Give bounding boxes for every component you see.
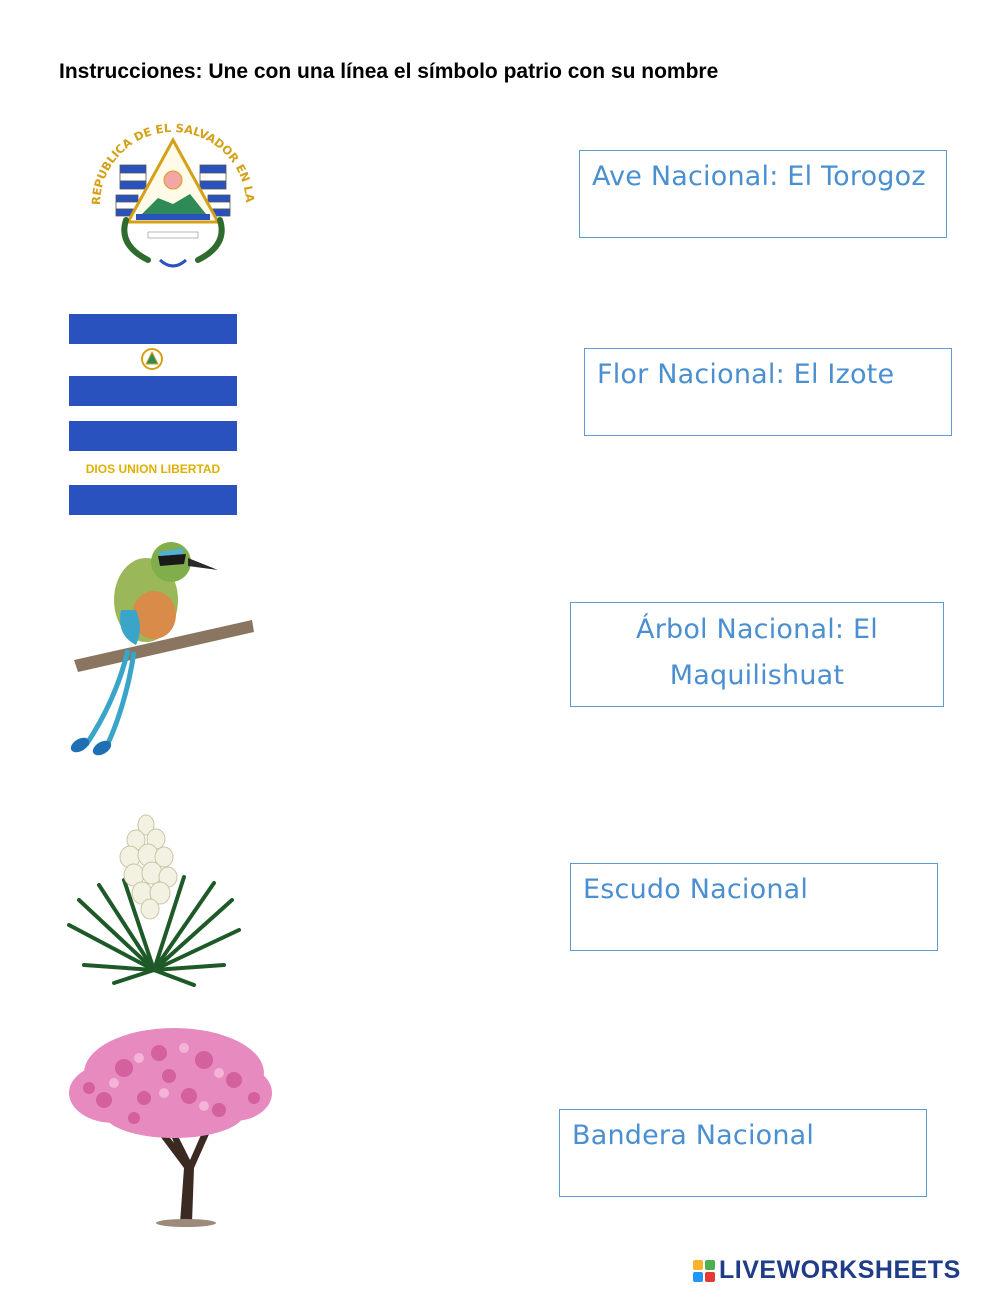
- label-ave-nacional[interactable]: [579, 150, 947, 238]
- maquilishuat-tree-image[interactable]: [64, 1018, 274, 1228]
- label-text-line-1: Árbol Nacional: El: [636, 614, 878, 645]
- label-flor-nacional[interactable]: [584, 348, 952, 436]
- logo-grid-icon: [693, 1260, 715, 1282]
- label-text-line-2: Maquilishuat: [669, 659, 845, 691]
- liveworksheets-logo[interactable]: [693, 1256, 961, 1285]
- instructions-text: Instrucciones: Une con una línea el símbolo patrio con su nombre: [59, 60, 719, 83]
- flag-image[interactable]: [69, 310, 237, 518]
- label-text: Ave Nacional: El Torogoz: [592, 161, 926, 192]
- label-text: Flor Nacional: El Izote: [597, 359, 895, 390]
- label-text: Escudo Nacional: [583, 874, 809, 905]
- label-text: Bandera Nacional: [572, 1120, 815, 1151]
- label-arbol-nacional[interactable]: [570, 602, 944, 707]
- coat-of-arms-image[interactable]: [78, 110, 268, 285]
- izote-flower-image[interactable]: [64, 805, 254, 990]
- flag-motto: DIOS UNION LIBERTAD: [85, 462, 221, 476]
- coat-of-arms-text: REPUBLICA DE EL SALVADOR EN LA: [88, 120, 258, 206]
- label-bandera-nacional[interactable]: [559, 1109, 927, 1197]
- label-escudo-nacional[interactable]: [570, 863, 938, 951]
- torogoz-bird-image[interactable]: [66, 540, 256, 765]
- brand-name: LIVEWORKSHEETS: [719, 1256, 961, 1284]
